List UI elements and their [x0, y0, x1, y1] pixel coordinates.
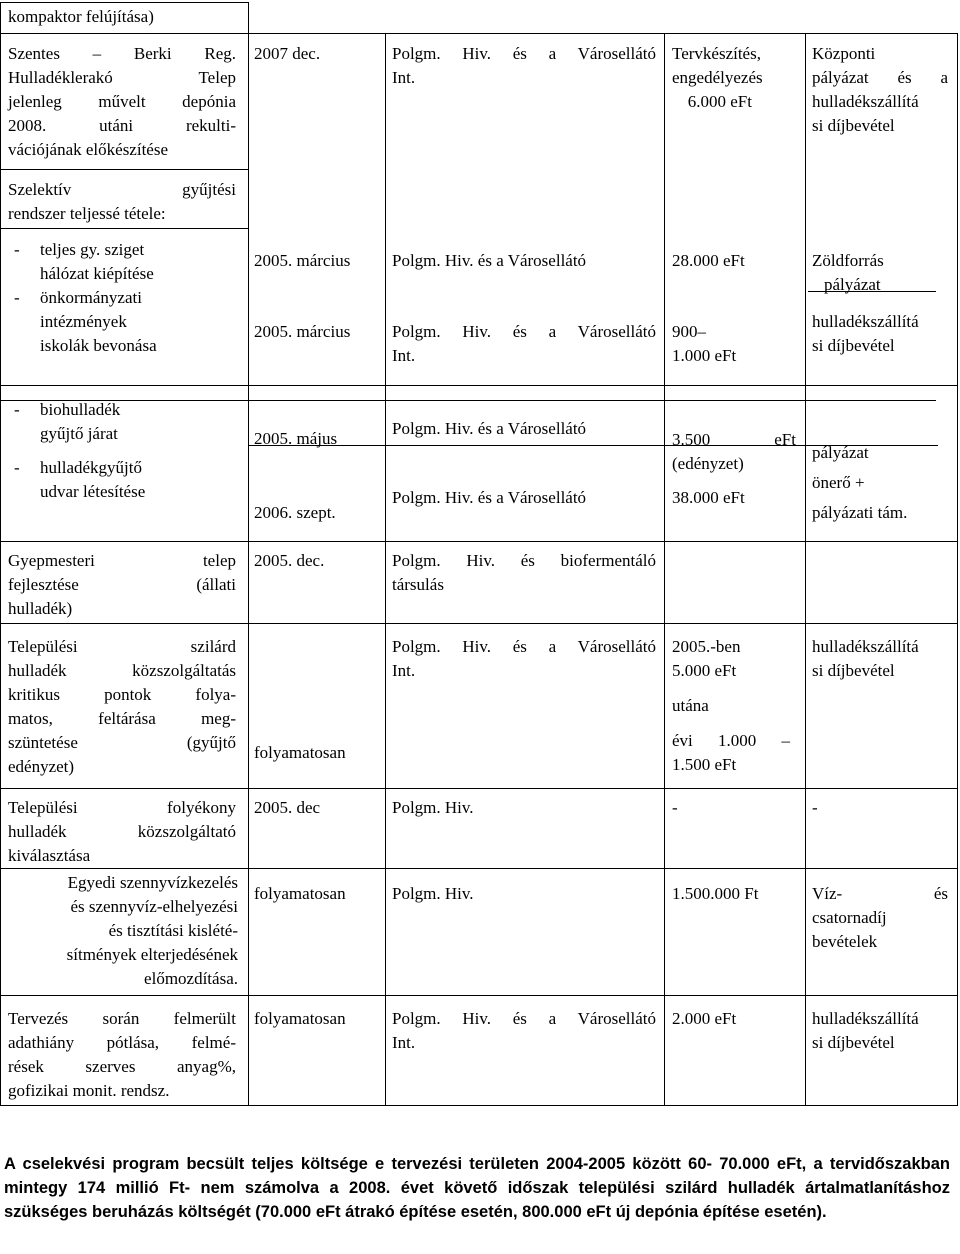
responsible-cell: Polgm. Hiv. és a Városellátó [392, 488, 587, 507]
row-rule [0, 623, 958, 624]
row-rule [0, 33, 958, 34]
column-rule [0, 2, 1, 1105]
source-cell: - [812, 798, 818, 817]
activity-cell: - biohulladék gyűjtő járat - hulladékgyűjtő udvar létesítése [14, 398, 236, 504]
source-cell: hulladékszállítá si díjbevétel [812, 312, 919, 355]
date-cell: 2005. május [254, 429, 338, 448]
date-cell: 2005. március [254, 322, 351, 341]
responsible-cell: Polgm. Hiv. és a Városellátó Int. [392, 322, 656, 365]
date-cell: 2005. március [254, 251, 351, 270]
column-rule [805, 33, 806, 1105]
row-rule [0, 2, 248, 3]
row-rule [0, 169, 248, 170]
responsible-cell: Polgm. Hiv. [392, 798, 474, 817]
responsible-cell: Polgm. Hiv. és a Városellátó Int. [392, 44, 656, 87]
activity-cell: Szelektív gyűjtési rendszer teljessé tétele: [8, 180, 236, 223]
cost-cell: 38.000 eFt [672, 488, 745, 507]
row-rule [0, 995, 958, 996]
activity-cell: Tervezés során felmerült adathiány pótlása, felmé- rések szerves anyag%, gofizikai monit. rendsz. [8, 1009, 236, 1100]
column-rule [385, 33, 386, 1105]
row-rule [0, 788, 958, 789]
row-rule [0, 228, 248, 229]
responsible-cell: Polgm. Hiv. és a Városellátó Int. [392, 1009, 656, 1052]
date-cell: folyamatosan [254, 743, 346, 762]
column-rule [957, 33, 958, 1105]
cost-cell: 28.000 eFt [672, 251, 745, 270]
source-cell: Víz- és csatornadíj bevételek [812, 884, 948, 951]
source-cell: Központi pályázat és a hulladékszállítá si díjbevétel [812, 44, 948, 135]
list-item: - biohulladék [14, 400, 121, 419]
source-cell: hulladékszállítá si díjbevétel [812, 637, 919, 680]
responsible-cell: Polgm. Hiv. és a Városellátó [392, 251, 587, 270]
list-item: - teljes gy. sziget [14, 240, 145, 259]
responsible-cell: Polgm. Hiv. és a Városellátó [392, 419, 587, 438]
row-rule [0, 541, 958, 542]
responsible-cell: Polgm. Hiv. [392, 884, 474, 903]
cost-cell: 2.000 eFt [672, 1009, 737, 1028]
cost-cell: - [672, 798, 678, 817]
row-rule [0, 868, 958, 869]
activity-cell: Települési szilárd hulladék közszolgáltatás kritikus pontok folya- matos, feltárása meg- szüntetése (gyűjtő edényzet) [8, 637, 236, 776]
column-rule [248, 2, 249, 1105]
activity-cell: Szentes – Berki Reg. Hulladéklerakó Telep jelenleg művelt depónia 2008. utáni rekulti- vációjának előkészítése [8, 44, 236, 159]
cost-cell: 3.500 eFt (edényzet) [672, 430, 796, 473]
activity-cell: kompaktor felújítása) [8, 7, 154, 26]
responsible-cell: Polgm. Hiv. és biofermentáló társulás [392, 551, 656, 594]
row-rule [0, 1105, 958, 1106]
cost-cell: 1.500.000 Ft [672, 884, 759, 903]
date-cell: 2006. szept. [254, 503, 336, 522]
source-cell: pályázat önerő + pályázati tám. [812, 443, 908, 522]
responsible-cell: Polgm. Hiv. és a Városellátó Int. [392, 637, 656, 680]
cost-cell: Tervkészítés, engedélyezés 6.000 eFt [672, 44, 763, 111]
cost-cell: 2005.-ben 5.000 eFt utána évi 1.000 – 1.500 eFt [672, 637, 790, 774]
cost-summary-paragraph: A cselekvési program becsült teljes költsége e tervezési területen 2004-2005 között 60- 70.000 eFt, a tervidőszakban mintegy 174 millió Ft- nem számolva a 2008. évet követő időszak települési szilárd hulladék ártalmatlanításhoz szükséges beruházás költségét (70.000 eFt átrakó építése esetén, 800.000 eFt új depónia építése esetén). [4, 1155, 950, 1221]
list-item: - önkormányzati [14, 288, 142, 307]
cost-cell: 900– 1.000 eFt [672, 322, 737, 365]
activity-cell: - teljes gy. sziget hálózat kiépítése - önkormányzati intézmények iskolák bevonása [14, 238, 236, 358]
activity-cell: Egyedi szennyvízkezelés és szennyvíz-elhelyezési és tisztítási kislété- sítmények elterjedésének előmozdítása. [66, 873, 238, 988]
source-cell: Zöldforrás pályázat [812, 251, 884, 294]
date-cell: 2005. dec. [254, 551, 325, 570]
activity-cell: Települési folyékony hulladék közszolgáltató kiválasztása [8, 798, 236, 865]
activity-cell: Gyepmesteri telep fejlesztése (állati hulladék) [8, 551, 236, 618]
date-cell: folyamatosan [254, 1009, 346, 1028]
date-cell: 2007 dec. [254, 44, 321, 63]
source-cell: hulladékszállítá si díjbevétel [812, 1009, 919, 1052]
column-rule [664, 33, 665, 1105]
date-cell: 2005. dec [254, 798, 321, 817]
list-item: - hulladékgyűjtő [14, 458, 142, 477]
row-rule [0, 385, 958, 386]
date-cell: folyamatosan [254, 884, 346, 903]
